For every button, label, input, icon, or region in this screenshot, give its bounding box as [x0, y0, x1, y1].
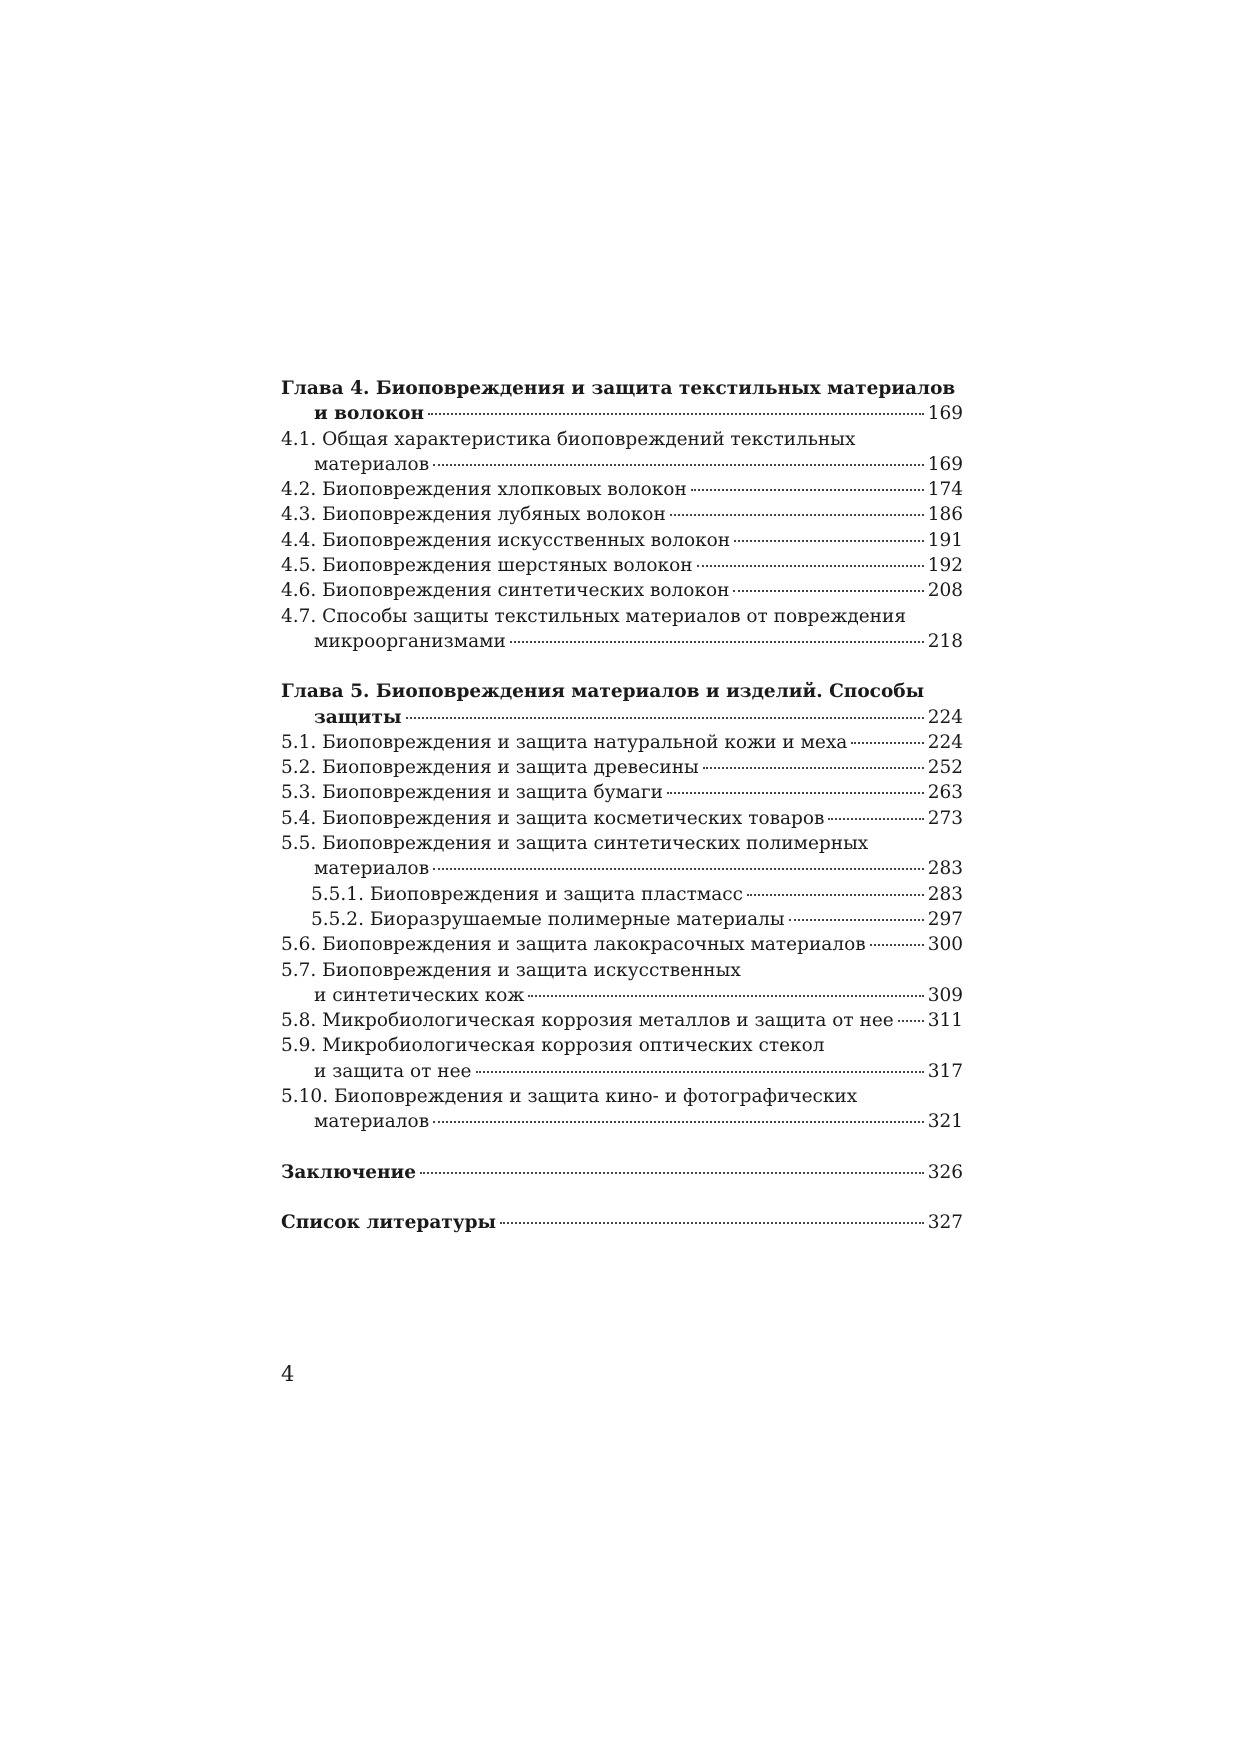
dot-leader	[734, 540, 924, 542]
page-number: 326	[927, 1161, 963, 1183]
spacer	[281, 654, 963, 679]
dot-leader	[433, 1121, 924, 1123]
chapter-5-title-line2: защиты 224	[281, 705, 963, 730]
page-number: 192	[927, 555, 963, 577]
toc-entry-5-10-line2: материалов 321	[281, 1109, 963, 1134]
toc-entry-4-1-line1: 4.1. Общая характеристика биоповреждений текстильных	[281, 428, 856, 450]
toc-entry-5-5-2: 5.5.2. Биоразрушаемые полимерные материалы 297	[281, 907, 963, 932]
dot-leader	[433, 464, 924, 466]
toc-entry-4-4: 4.4. Биоповреждения искусственных волокон 191	[281, 528, 963, 553]
dot-leader	[420, 1172, 924, 1174]
toc-entry-5-9-line1: 5.9. Микробиологическая коррозия оптических стекол	[281, 1035, 825, 1057]
page-number: 297	[927, 908, 963, 930]
toc-entry-4-2: 4.2. Биоповреждения хлопковых волокон 174	[281, 477, 963, 502]
page-number: 283	[927, 883, 963, 905]
toc-entry-5-1: 5.1. Биоповреждения и защита натуральной кожи и меха 224	[281, 730, 963, 755]
dot-leader	[828, 818, 923, 820]
dot-leader	[510, 641, 924, 643]
dot-leader	[898, 1020, 924, 1022]
chapter-4-title-line1	[281, 376, 963, 401]
page-number: 311	[927, 1010, 963, 1032]
dot-leader	[789, 919, 924, 921]
page-number: 169	[927, 453, 963, 475]
dot-leader	[406, 717, 924, 719]
page-number: 321	[927, 1111, 963, 1133]
table-of-contents	[281, 376, 963, 1235]
toc-entry-references: Список литературы 327	[281, 1210, 963, 1235]
toc-entry-5-5-line2: материалов 283	[281, 856, 963, 881]
dot-leader	[428, 413, 924, 415]
toc-entry-5-4: 5.4. Биоповреждения и защита косметических товаров 273	[281, 806, 963, 831]
page-number: 263	[927, 782, 963, 804]
toc-entry-5-8: 5.8. Микробиологическая коррозия металлов и защита от нее 311	[281, 1008, 963, 1033]
page-number: 317	[927, 1060, 963, 1082]
dot-leader	[697, 565, 924, 567]
page-number: 327	[927, 1211, 963, 1233]
page-number: 191	[927, 529, 963, 551]
page-number: 300	[927, 934, 963, 956]
toc-entry-conclusion: Заключение 326	[281, 1160, 963, 1185]
page-number: 169	[927, 403, 963, 425]
toc-entry-5-6: 5.6. Биоповреждения и защита лакокрасочных материалов 300	[281, 932, 963, 957]
toc-entry-4-6: 4.6. Биоповреждения синтетических волокон 208	[281, 578, 963, 603]
toc-entry-5-9-line2: и защита от нее 317	[281, 1059, 963, 1084]
page-folio: 4	[281, 1362, 295, 1386]
page-number: 283	[927, 858, 963, 880]
page-number: 224	[927, 706, 963, 728]
spacer	[281, 1135, 963, 1160]
toc-entry-5-3: 5.3. Биоповреждения и защита бумаги 263	[281, 780, 963, 805]
chapter-4-title-line2: и волокон 169	[281, 401, 963, 426]
dot-leader	[870, 944, 924, 946]
toc-entry-5-2: 5.2. Биоповреждения и защита древесины 252	[281, 755, 963, 780]
dot-leader	[851, 742, 923, 744]
page-number: 224	[927, 731, 963, 753]
dot-leader	[691, 489, 924, 491]
toc-entry-5-7-line1: 5.7. Биоповреждения и защита искусственных	[281, 959, 741, 981]
page-number: 309	[927, 984, 963, 1006]
dot-leader	[667, 792, 924, 794]
toc-entry-5-7-line2: и синтетических кож 309	[281, 983, 963, 1008]
page-number: 252	[927, 757, 963, 779]
dot-leader	[747, 894, 924, 896]
spacer	[281, 1185, 963, 1210]
toc-entry-4-7-line2: микроорганизмами 218	[281, 629, 963, 654]
dot-leader	[670, 514, 924, 516]
toc-entry-4-3: 4.3. Биоповреждения лубяных волокон 186	[281, 502, 963, 527]
dot-leader	[500, 1222, 924, 1224]
page-number: 186	[927, 504, 963, 526]
chapter-4-title: Глава 4. Биоповреждения и защита текстильных материалов	[281, 378, 956, 399]
toc-entry-5-10-line1: 5.10. Биоповреждения и защита кино- и фотографических	[281, 1086, 858, 1108]
toc-entry-5-5-1: 5.5.1. Биоповреждения и защита пластмасс 283	[281, 882, 963, 907]
dot-leader	[528, 995, 923, 997]
dot-leader	[433, 868, 924, 870]
dot-leader	[733, 590, 923, 592]
toc-entry-5-5-line1: 5.5. Биоповреждения и защита синтетических полимерных	[281, 833, 869, 855]
chapter-5-title: Глава 5. Биоповреждения материалов и изделий. Способы	[281, 681, 925, 703]
page-number: 218	[927, 630, 963, 652]
dot-leader	[703, 767, 924, 769]
dot-leader	[476, 1071, 924, 1073]
toc-entry-4-1-line2: материалов 169	[281, 452, 963, 477]
toc-entry-4-5: 4.5. Биоповреждения шерстяных волокон 192	[281, 553, 963, 578]
toc-entry-4-7-line1: 4.7. Способы защиты текстильных материалов от повреждения	[281, 605, 907, 627]
chapter-5-title-line1	[281, 679, 963, 704]
page-number: 174	[927, 479, 963, 501]
page-number: 273	[927, 807, 963, 829]
page-number: 208	[927, 580, 963, 602]
